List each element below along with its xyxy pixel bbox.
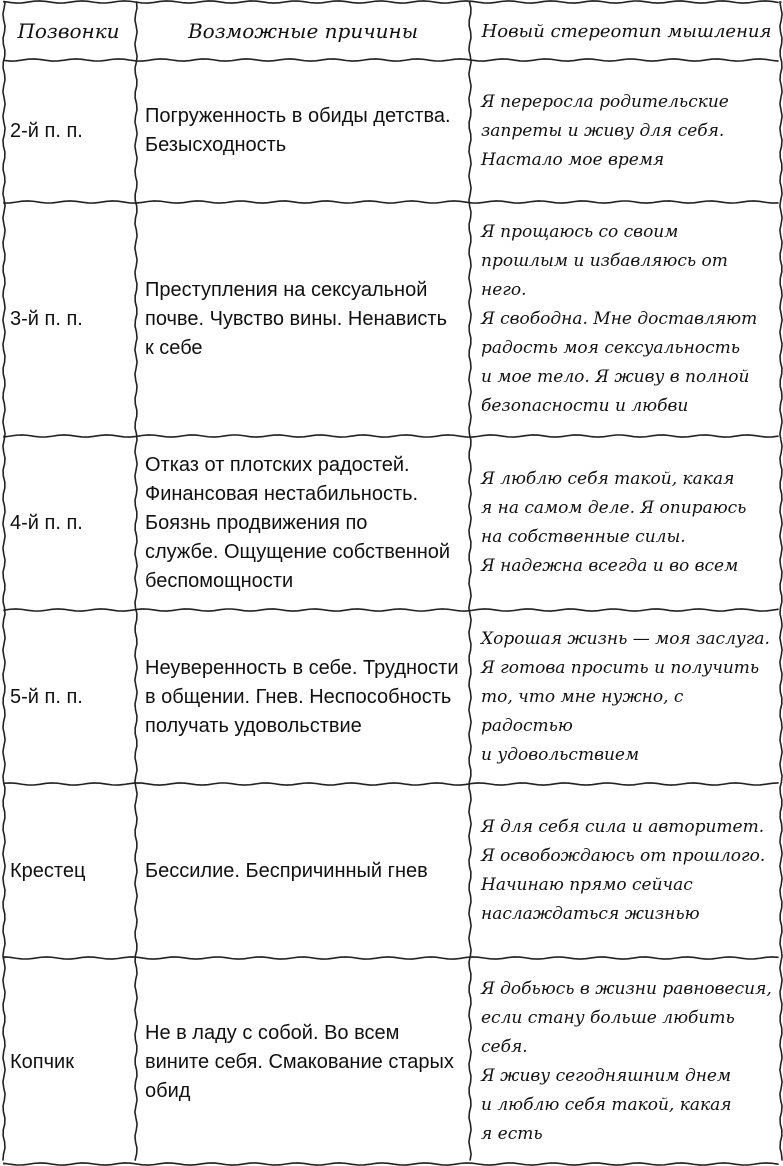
row-3-causes: Отказ от плотских радостей. Финансовая нестабильность. Боязнь продвижения по службе. Ощущение собственной беспомощности (145, 453, 451, 592)
grid-column-line (135, 2, 137, 1160)
row-1-affirmation: Я переросла родительские запреты и живу для себя. Настало мое время (481, 91, 729, 170)
row-4-causes: Неуверенность в себе. Трудности в общении. Гнев. Неспособность получать удовольствие (145, 656, 459, 737)
row-3-vertebra: 4-й п. п. (10, 511, 83, 534)
row-2-affirmation: Я прощаюсь со своим прошлым и избавляюсь от него. Я свободна. Мне доставляют радость моя сексуальность и мое тело. Я живу в полной безопасности и любви (481, 221, 758, 416)
row-6-causes: Не в ладу с собой. Во всем вините себя. Смакование старых обид (145, 1021, 454, 1102)
row-2-vertebra: 3-й п. п. (10, 307, 83, 330)
grid-row-line (4, 201, 778, 203)
row-4-affirmation: Хорошая жизнь — моя заслуга. Я готова просить и получить то, что мне нужно, с радостью и удовольствием (481, 628, 770, 765)
grid-column-line (469, 2, 471, 1160)
grid-row-line (4, 957, 778, 959)
header-affirmation: Новый стереотип мышления (481, 20, 772, 42)
header-vertebrae: Позвонки (17, 19, 120, 43)
row-6-affirmation: Я добьюсь в жизни равновесия, если стану больше любить себя. Я живу сегодняшним днем и люблю себя такой, какая я есть (481, 979, 772, 1144)
header-causes: Возможные причины (187, 19, 418, 43)
row-5-affirmation: Я для себя сила и авторитет. Я освобождаюсь от прошлого. Начинаю прямо сейчас наслаждаться жизнью (481, 817, 766, 924)
row-5-vertebra: Крестец (10, 859, 86, 882)
grid-row-line (4, 783, 778, 785)
row-3-affirmation: Я люблю себя такой, какая я на самом деле. Я опираюсь на собственные силы. Я надежна всегда и во всем (481, 469, 747, 576)
row-2-causes: Преступления на сексуальной почве. Чувство вины. Ненависть к себе (145, 278, 447, 359)
row-6-vertebra: Копчик (10, 1050, 74, 1073)
row-1-vertebra: 2-й п. п. (10, 119, 83, 142)
row-1-causes: Погруженность в обиды детства. Безысходность (145, 105, 451, 156)
grid-row-line (4, 609, 778, 611)
grid-row-line (4, 435, 778, 437)
row-5-causes: Бессилие. Беспричинный гнев (145, 859, 428, 882)
row-4-vertebra: 5-й п. п. (10, 685, 83, 708)
